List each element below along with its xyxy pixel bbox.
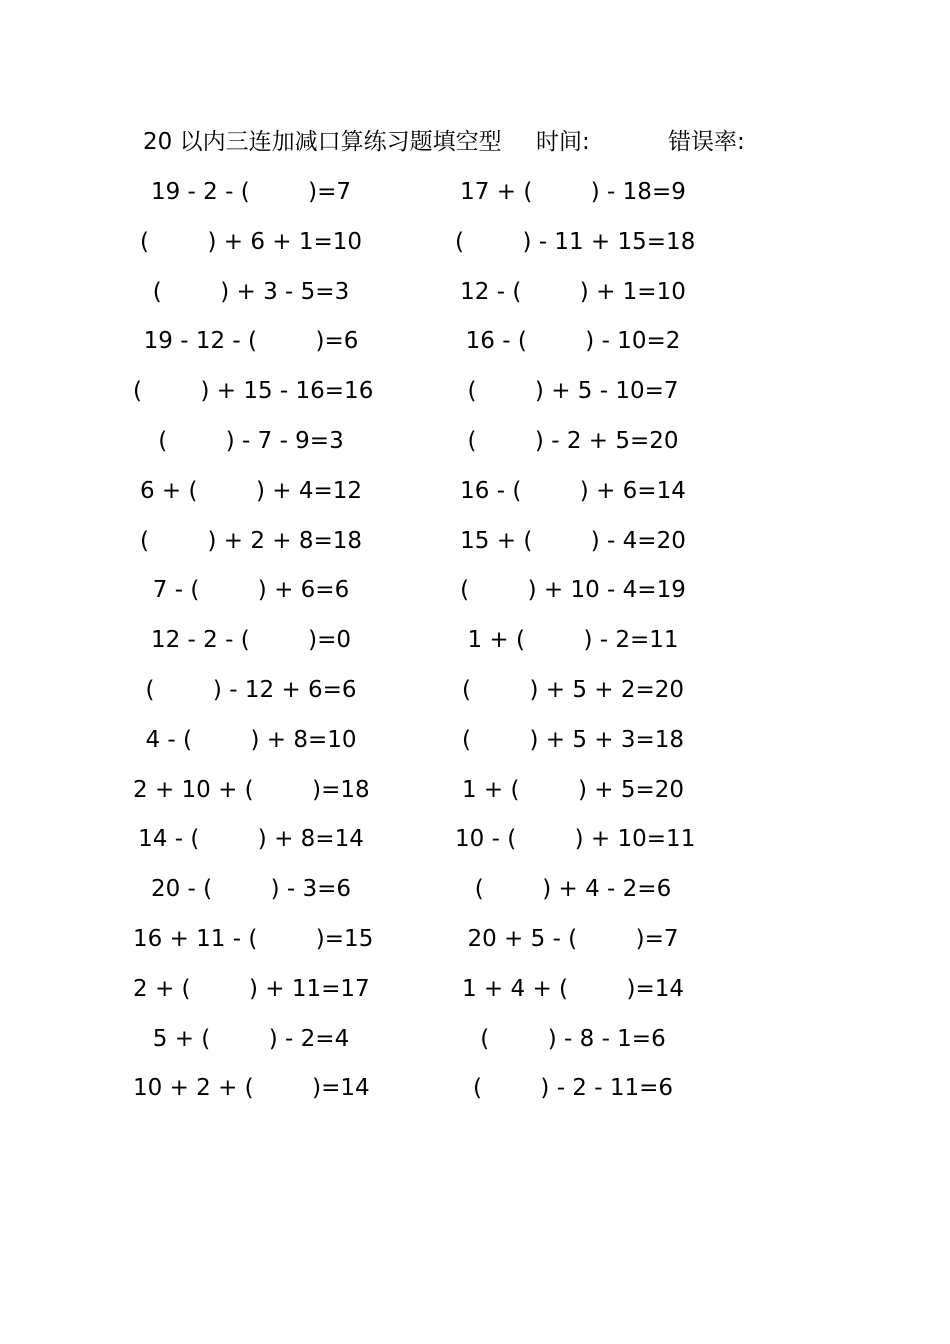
problem-row — [0, 720, 950, 770]
problem-left: 6 + ( ) + 4=12 — [139, 477, 363, 504]
problem-right: ( ) - 2 + 5=20 — [467, 427, 679, 454]
problem-right: 20 + 5 - ( )=7 — [467, 925, 679, 952]
problem-row — [0, 421, 950, 471]
problem-row — [0, 819, 950, 869]
problem-left: ( ) + 6 + 1=10 — [139, 228, 363, 255]
problem-right: 12 - ( ) + 1=10 — [460, 278, 686, 305]
problem-left: 16 + 11 - ( )=15 — [133, 925, 374, 952]
problem-right: ( ) + 5 - 10=7 — [467, 378, 679, 405]
problem-left: 7 - ( ) + 6=6 — [152, 577, 350, 604]
problem-right: 1 + ( ) + 5=20 — [461, 776, 685, 803]
problem-row — [0, 222, 950, 272]
problem-row — [0, 570, 950, 620]
problem-row — [0, 1019, 950, 1069]
problem-right: 10 - ( ) + 10=11 — [455, 826, 696, 853]
problem-left: 19 - 12 - ( )=6 — [143, 328, 359, 355]
time-label: 时间: — [536, 129, 590, 155]
problem-left: 19 - 2 - ( )=7 — [150, 179, 352, 205]
problem-left: 14 - ( ) + 8=14 — [138, 826, 364, 853]
problem-row — [0, 969, 950, 1019]
problem-right: ( ) + 5 + 3=18 — [461, 726, 685, 753]
problem-left: 12 - 2 - ( )=0 — [150, 627, 352, 654]
problem-left: 2 + 10 + ( )=18 — [133, 776, 370, 803]
problem-row — [0, 770, 950, 820]
problem-row — [0, 321, 950, 371]
problem-right: ( ) - 2 - 11=6 — [472, 1075, 674, 1102]
problem-left: ( ) + 15 - 16=16 — [133, 378, 374, 405]
problem-right: ( ) + 5 + 2=20 — [461, 676, 685, 703]
problem-left: 10 + 2 + ( )=14 — [133, 1075, 370, 1102]
problem-left: 20 - ( ) - 3=6 — [150, 876, 352, 903]
problem-left: 4 - ( ) + 8=10 — [145, 726, 357, 753]
problem-right: 17 + ( ) - 18=9 — [460, 179, 686, 205]
problem-right: ( ) - 11 + 15=18 — [455, 228, 696, 255]
problem-left: 5 + ( ) - 2=4 — [152, 1025, 350, 1052]
problem-right: ( ) - 8 - 1=6 — [480, 1025, 666, 1052]
problem-right: 15 + ( ) - 4=20 — [460, 527, 686, 554]
problem-right: ( ) + 10 - 4=19 — [460, 577, 686, 604]
problem-right: 16 - ( ) - 10=2 — [465, 328, 681, 355]
problem-row — [0, 521, 950, 571]
problem-row — [0, 272, 950, 322]
problem-row — [0, 620, 950, 670]
problem-right: 1 + ( ) - 2=11 — [467, 627, 679, 654]
problem-left: ( ) + 3 - 5=3 — [152, 278, 350, 305]
problem-row — [0, 919, 950, 969]
problem-row — [0, 172, 950, 222]
problem-right: 16 - ( ) + 6=14 — [460, 477, 686, 504]
problem-right: ( ) + 4 - 2=6 — [474, 876, 672, 903]
problem-list — [0, 172, 950, 1118]
problem-left: ( ) - 7 - 9=3 — [158, 427, 344, 454]
problem-row — [0, 371, 950, 421]
problem-row — [0, 1068, 950, 1118]
problem-row — [0, 471, 950, 521]
problem-left: ( ) - 12 + 6=6 — [145, 676, 357, 703]
problem-row — [0, 670, 950, 720]
problem-left: 2 + ( ) + 11=17 — [133, 975, 370, 1002]
error-rate-label: 错误率: — [668, 129, 745, 155]
problem-left: ( ) + 2 + 8=18 — [139, 527, 363, 554]
problem-right: 1 + 4 + ( )=14 — [461, 975, 685, 1002]
problem-row — [0, 869, 950, 919]
worksheet-title: 20 以内三连加减口算练习题填空型 — [143, 129, 502, 155]
